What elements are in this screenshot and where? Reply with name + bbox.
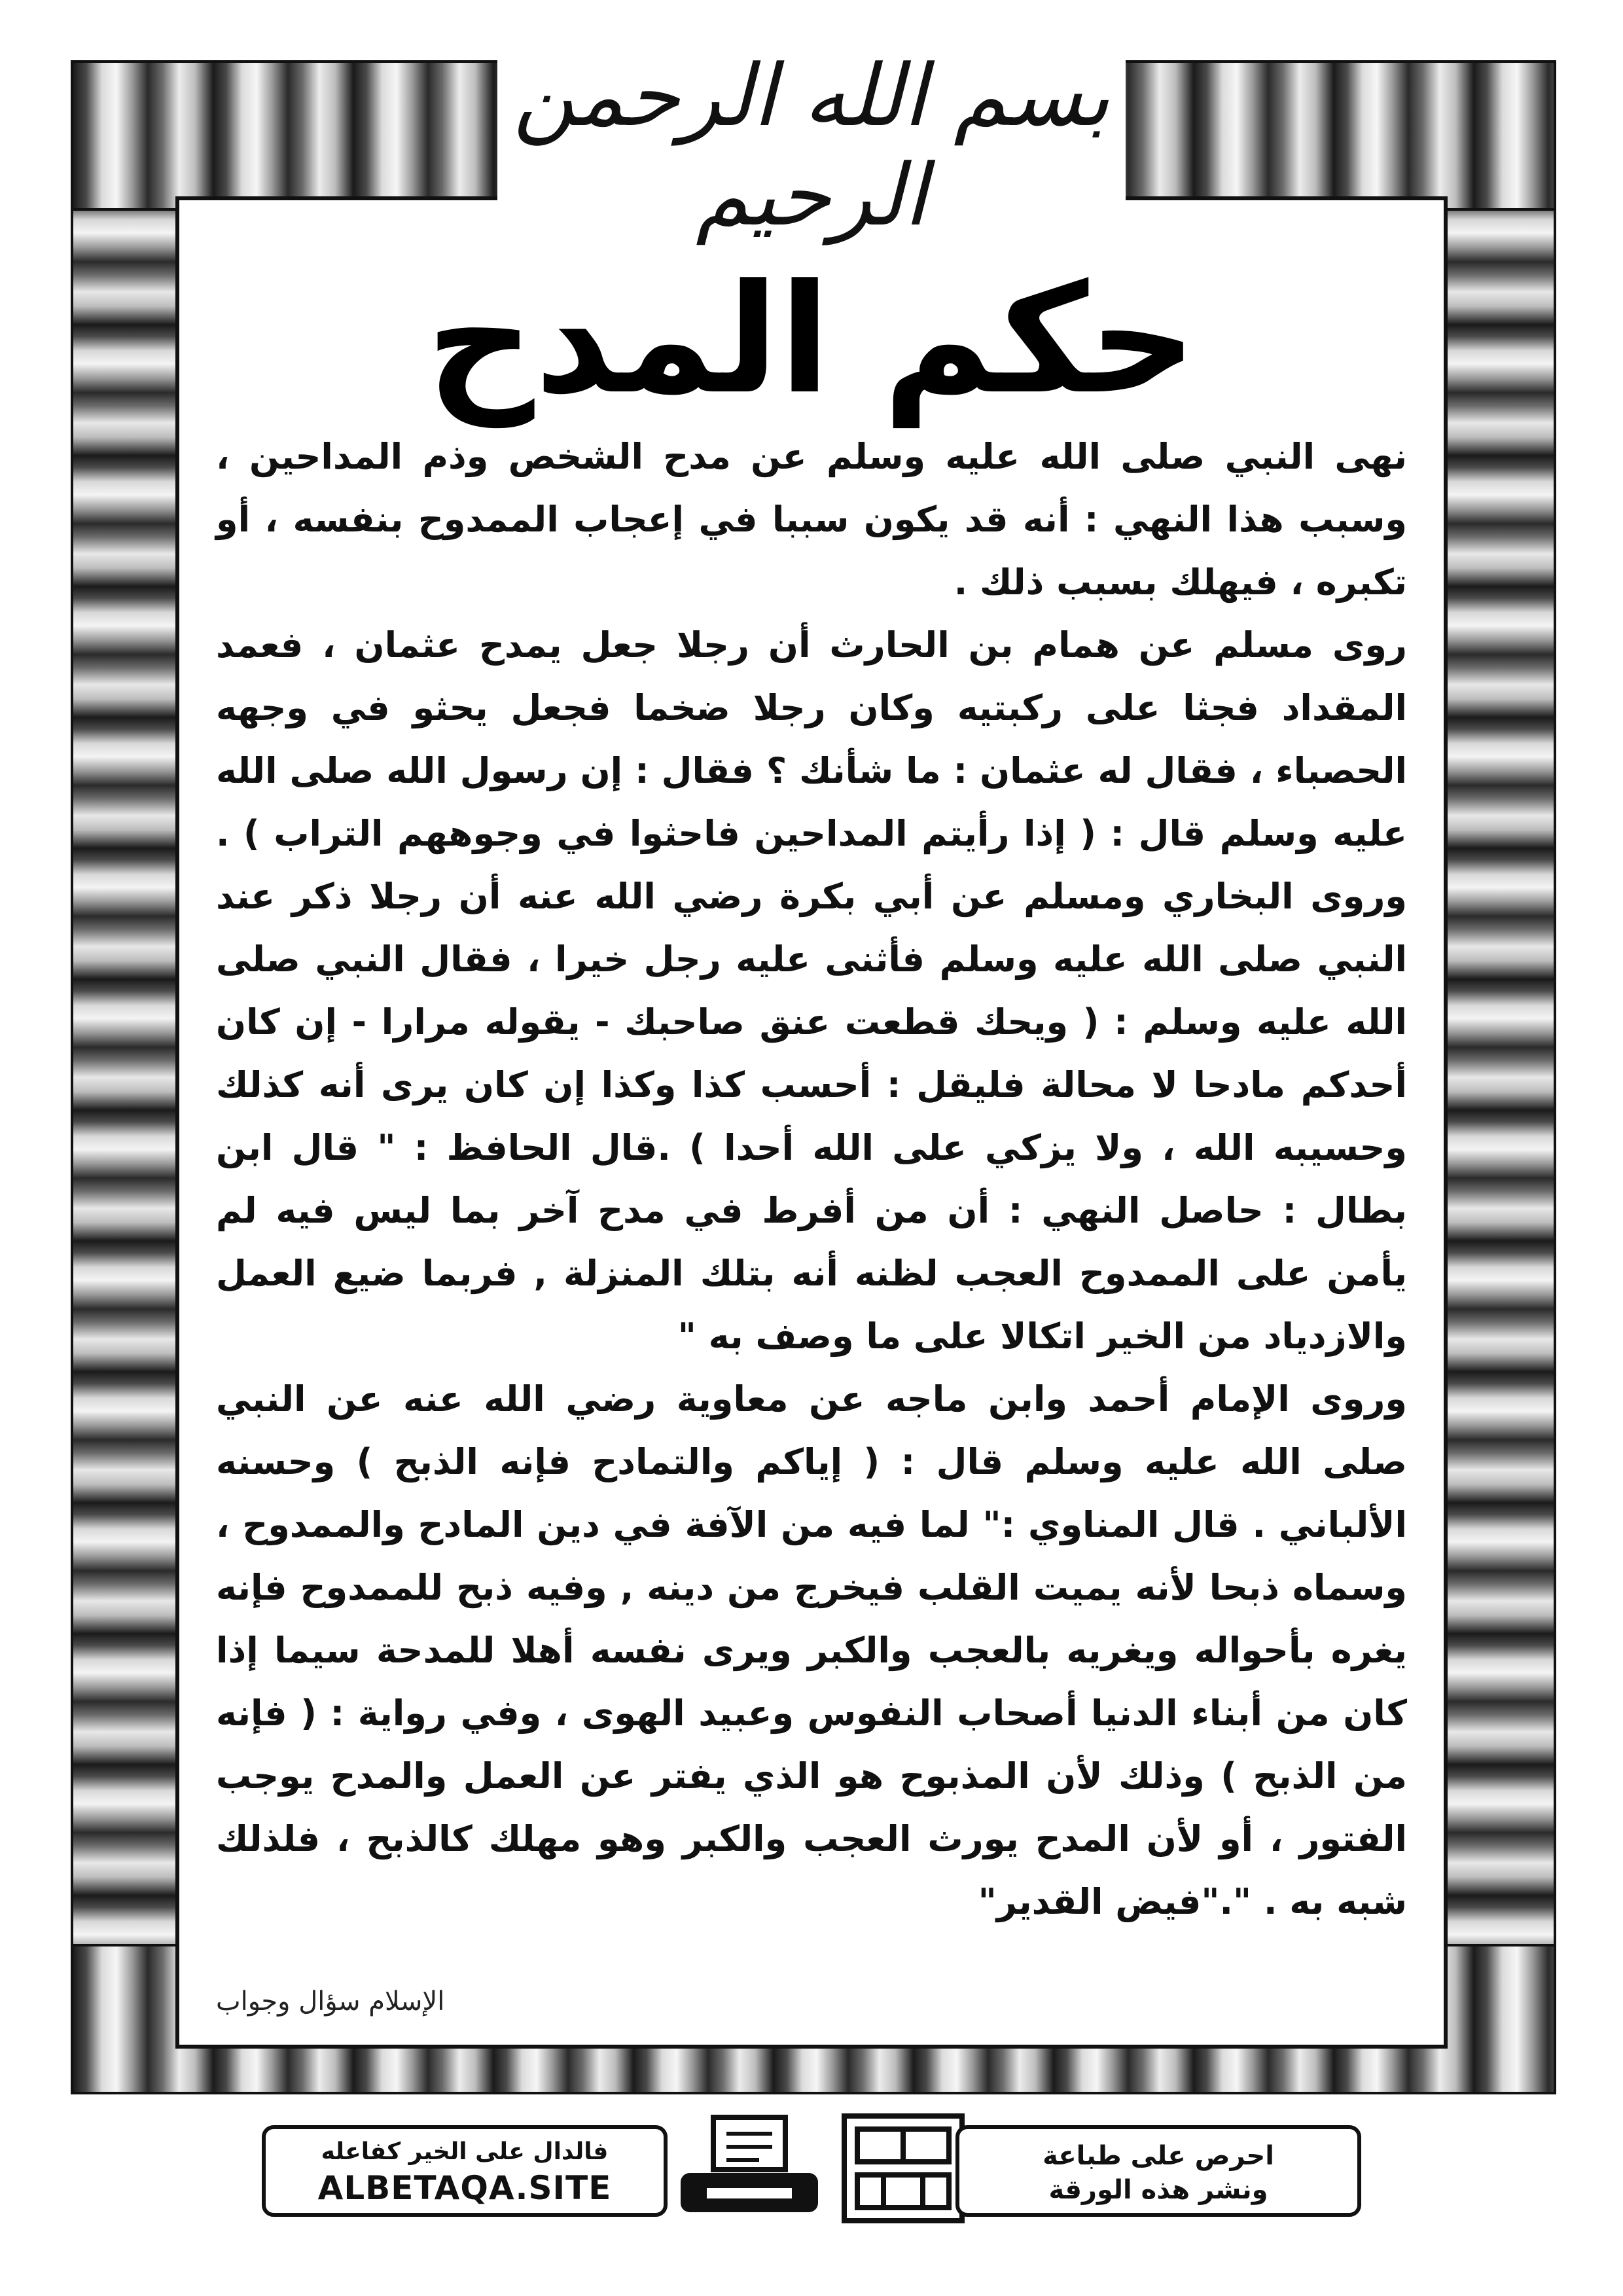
paragraph-2: روى مسلم عن همام بن الحارث أن رجلا جعل يمدح عثمان ، فعمد المقداد فجثا على ركبتيه وكان رجلا ضخما فجعل يحثو في وجهه الحصباء ، فقال له عثمان : ما شأنك ؟ فقال : إن رسول الله صلى الله عليه وسلم قال : ( إذا رأيتم المداحين فاحثوا في وجوههم التراب ) . وروى البخاري ومسلم عن أبي بكرة رضي الله عنه أن رجلا ذكر عند النبي صلى الله عليه وسلم فأثنى عليه رجل خيرا ، فقال النبي صلى الله عليه وسلم : ( ويحك قطعت عنق صاحبك - يقوله مرارا - إن كان أحدكم مادحا لا محالة فليقل : أحسب كذا وكذا إن كان يرى أنه كذلك وحسيبه الله ، ولا يزكي على الله أحدا ) .قال الحافظ : " قال ابن بطال : حاصل النهي : أن من أفرط في مدح آخر بما ليس فيه لم يأمن على الممدوح العجب لظنه أنه بتلك المنزلة , فربما ضيع العمل والازدياد من الخير اتكالا على ما وصف به ": [216, 624, 1407, 1357]
printer-icon: [668, 2111, 831, 2225]
bismillah-calligraphy: بسم الله الرحمن الرحيم: [513, 46, 1110, 245]
page-title: حكم المدح: [426, 253, 1197, 427]
footer-call-to-action: [955, 2125, 1361, 2217]
footer-print-text: احرص على طباعة: [1043, 2141, 1274, 2171]
footer-banner: [262, 2111, 1361, 2225]
footer-site-url: ALBETAQA.SITE: [317, 2169, 612, 2207]
paragraph-3: وروى الإمام أحمد وابن ماجه عن معاوية رضي الله عنه عن النبي صلى الله عليه وسلم قال : ( إياكم والتمادح فإنه الذبح ) وحسنه الألباني . قال المناوي :" لما فيه من الآفة في دين المادح والممدوح ، وسماه ذبحا لأنه يميت القلب فيخرج من دينه , وفيه ذبح للممدوح فإنه يغره بأحواله ويغريه بالعجب والكبر ويرى نفسه أهلا للمدحة سيما إذا كان من أبناء الدنيا أصحاب النفوس وعبيد الهوى ، وفي رواية : ( فإنه من الذبح ) وذلك لأن المذبوح هو الذي يفتر عن العمل والمدح يوجب الفتور ، أو لأن المدح يورث العجب والكبر وهو مهلك كالذبح ، فلذلك شبه به . "."فيض القدير": [216, 1378, 1407, 1922]
article-body: [216, 425, 1407, 1933]
source-credit: الإسلام سؤال وجواب: [216, 1986, 445, 2017]
logo-mark: [838, 2111, 969, 2225]
bismillah-header: [497, 26, 1126, 245]
paragraph-1: نهى النبي صلى الله عليه وسلم عن مدح الشخص وذم المداحين ، وسبب هذا النهي : أنه قد يكون سببا في إعجاب الممدوح بنفسه ، أو تكبره ، فيهلك بسبب ذلك .: [216, 436, 1407, 603]
footer-motto: فالدال على الخير كفاعله: [321, 2138, 609, 2165]
footer-share-text: ونشر هذه الورقة: [1048, 2175, 1268, 2205]
footer-site-box: [262, 2125, 668, 2217]
